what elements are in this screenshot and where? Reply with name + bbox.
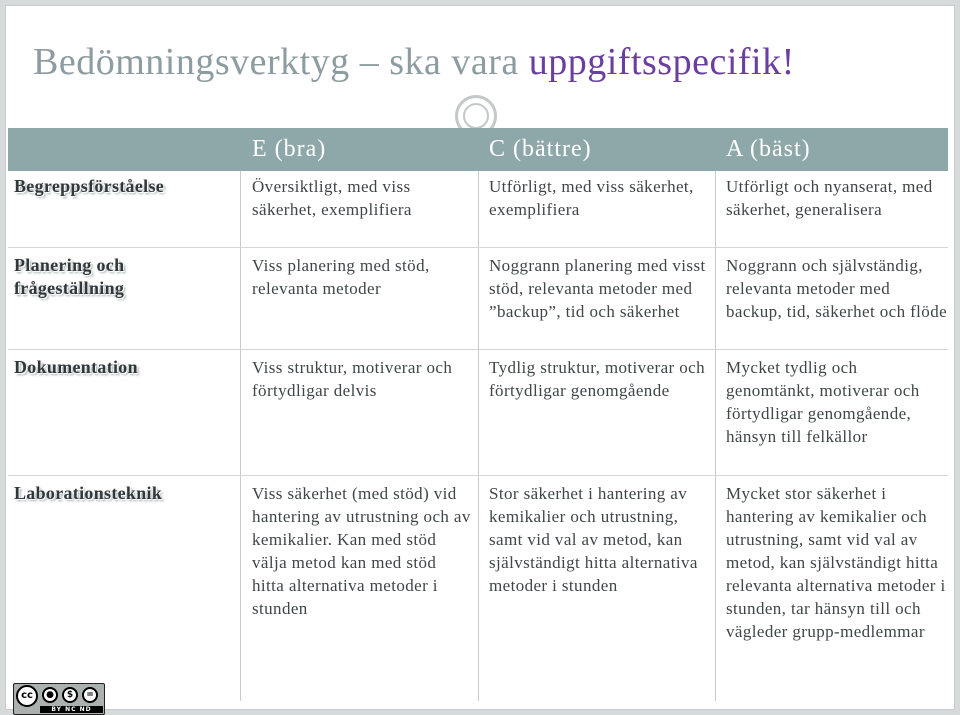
column-header-c: C (bättre) — [489, 136, 592, 162]
slide-title — [33, 36, 933, 88]
title-accent: uppgiftsspecifik! — [528, 41, 795, 83]
row-divider — [8, 475, 948, 476]
column-divider — [240, 171, 241, 701]
cell-e-begreppsforstaelse: Översiktligt, med viss säkerhet, exemplifiera — [252, 177, 412, 219]
cell-e-dokumentation: Viss struktur, motiverar och förtydligar delvis — [252, 358, 453, 400]
cell-e-planering: Viss planering med stöd, relevanta metoder — [252, 256, 430, 298]
cc-icon: cc — [16, 685, 38, 707]
noncommercial-icon: $ — [62, 687, 78, 703]
cell-a-begreppsforstaelse: Utförligt och nyanserat, med säkerhet, generalisera — [726, 177, 933, 219]
cell-a-laborationsteknik: Mycket stor säkerhet i hantering av kemikalier och utrustning, samt vid val av metod, kan självständigt hitta relevanta alternativa metoder i stunden, tar hänsyn till och vägleder grupp-medlemmar — [726, 484, 946, 641]
cell-a-planering: Noggrann och självständig, relevanta metoder med backup, tid, säkerhet och flöde — [726, 256, 948, 321]
row-divider — [8, 247, 948, 248]
column-header-a: A (bäst) — [726, 136, 811, 162]
cell-a-dokumentation: Mycket tydlig och genomtänkt, motiverar och förtydligar genomgående, hänsyn till felkällor — [726, 358, 920, 446]
row-label-begreppsforstaelse: Begreppsförståelse — [14, 176, 165, 196]
row-label-planering: Planering och frågeställning — [14, 255, 125, 298]
column-divider — [715, 171, 716, 701]
noderivatives-icon: = — [82, 687, 98, 703]
cell-c-begreppsforstaelse: Utförligt, med viss säkerhet, exemplifiera — [489, 177, 694, 219]
attribution-icon: ● — [42, 687, 58, 703]
title-main: Bedömningsverktyg – ska vara — [33, 41, 529, 83]
row-divider — [8, 349, 948, 350]
license-strip: BY NC ND — [40, 706, 103, 713]
column-divider — [478, 171, 479, 701]
cell-e-laborationsteknik: Viss säkerhet (med stöd) vid hantering av utrustning och av kemikalier. Kan med stöd välja metod kan med stöd hitta alternativa metoder i stunden — [252, 484, 471, 618]
column-header-e: E (bra) — [252, 136, 327, 162]
cell-c-laborationsteknik: Stor säkerhet i hantering av kemikalier och utrustning, samt vid val av metod, kan självständigt hitta alternativa metoder i stunden — [489, 484, 698, 595]
cell-c-planering: Noggrann planering med visst stöd, relevanta metoder med ”backup”, tid och säkerhet — [489, 256, 706, 321]
cc-license-badge — [13, 683, 105, 715]
cell-c-dokumentation: Tydlig struktur, motiverar och förtydligar genomgående — [489, 358, 705, 400]
row-label-dokumentation: Dokumentation — [14, 357, 138, 377]
row-label-laborationsteknik: Laborationsteknik — [14, 483, 163, 503]
